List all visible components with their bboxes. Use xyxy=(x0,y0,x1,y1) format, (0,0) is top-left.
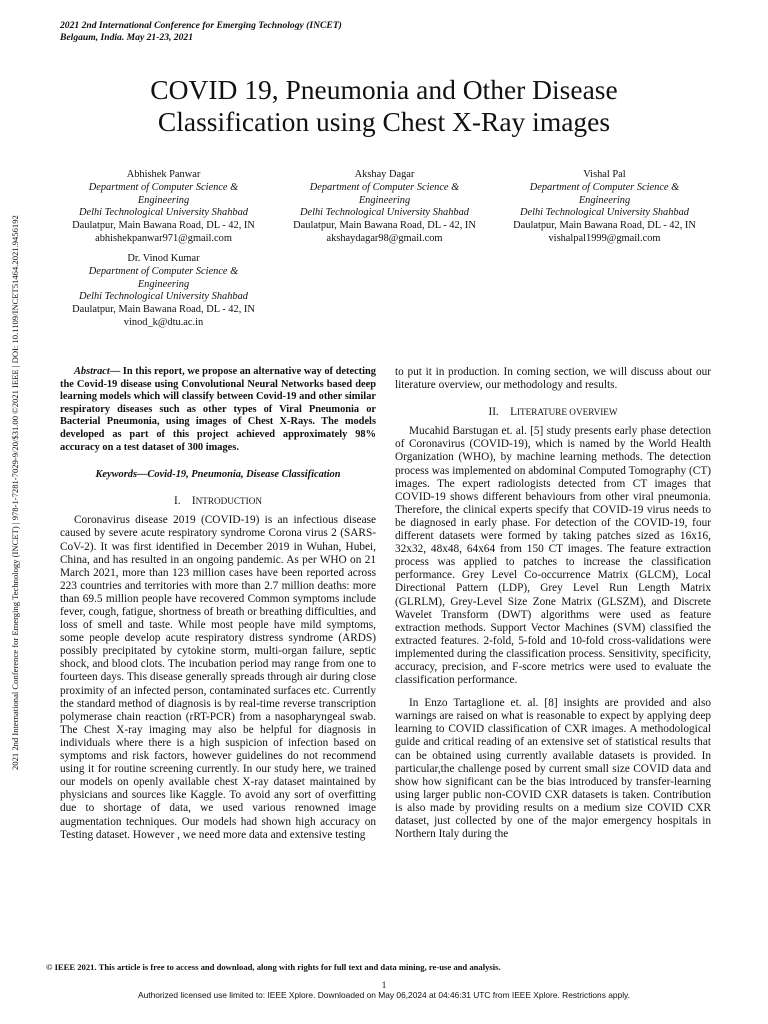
author-address: Daulatpur, Main Bawana Road, DL - 42, IN xyxy=(293,220,476,232)
author-address: Daulatpur, Main Bawana Road, DL - 42, IN xyxy=(72,304,255,316)
author-dept: Engineering xyxy=(137,194,190,206)
author-address: Daulatpur, Main Bawana Road, DL - 42, IN xyxy=(513,220,696,232)
introduction-body: Coronavirus disease 2019 (COVID-19) is an infectious disease caused by severe acute respiratory syndrome Corona virus 2 (SARS-CoV-2). It was first identified in December 2019 in Wuhan, Hubei, China, and has resulted in an ongoing pandemic. As per WHO on 21 March 2021, more than 123 million cases have been reported across 223 countries and territories with more than 2.7 million deaths: more than 69.5 million people have recovered Common symptoms include fever, cough, fatigue, shortness of breath or breathing difficulties, and loss of smell and taste. While most people have mild symptoms, some people develop acute respiratory distress syndrome (ARDS) possibly precipitated by cytokine storm, multi-organ failure, septic shock, and blood clots. The incubation period may range from one to fourteen days. This disease generally spreads through air during close proximity of an infected person, contaminated surfaces etc. Currently the standard method of diagnosis is by real-time reverse transcription polymerase chain reaction (rRT-PCR) from a nasopharyngeal swab. The Chest X-ray imaging may also be helpful for diagnosis in individuals where there is a high suspicion of infection based on symptoms and risk factors, however guidelines do not recommend using it for routine screening currently. In our study here, we trained our models on openly available chest X-ray dataset maintained by physicians and sources like Kaggle. To avoid any sort of overfitting due to shortage of data, we used various renowned image augmentation techniques. Our models had shown high accuracy on Testing dataset. However , we need more data and extensive testing xyxy=(60,514,376,841)
title-line-1: COVID 19, Pneumonia and Other Disease xyxy=(150,74,618,105)
author-block xyxy=(56,253,271,330)
abstract-label: Abstract xyxy=(74,366,110,377)
author-email: akshaydagar98@gmail.com xyxy=(326,232,443,244)
author-university: Delhi Technological University Shahbad xyxy=(78,207,249,219)
author-dept: Department of Computer Science & xyxy=(529,181,680,193)
doi-sidebar: 2021 2nd International Conference for Emerging Technology (INCET) | 978-1-7281-7029-9/20/$31.00 ©2021 IEEE | DOI: 10.1109/INCET51464.2021.9456192 xyxy=(10,215,20,770)
author-email: vishalpal1999@gmail.com xyxy=(548,232,661,244)
author-university: Delhi Technological University Shahbad xyxy=(78,291,249,303)
author-dept: Department of Computer Science & xyxy=(88,181,239,193)
right-column xyxy=(395,366,711,841)
title-line-2: Classification using Chest X-Ray images xyxy=(157,106,611,137)
author-name: Vishal Pal xyxy=(583,169,626,180)
author-block xyxy=(277,169,492,246)
section-heading-introduction xyxy=(60,495,376,508)
keywords: Keywords—Covid-19, Pneumonia, Disease Classification xyxy=(95,469,341,481)
author-dept: Engineering xyxy=(358,194,411,206)
section-title-rest: ITERATURE OVERVIEW xyxy=(517,407,618,418)
section-number: II. xyxy=(488,406,499,419)
author-dept: Department of Computer Science & xyxy=(309,181,460,193)
author-name: Abhishek Panwar xyxy=(126,169,201,180)
left-column xyxy=(60,366,376,842)
section-title-initial: L xyxy=(510,406,517,419)
author-block xyxy=(497,169,712,246)
conference-location-date: Belgaum, India. May 21-23, 2021 xyxy=(60,32,193,43)
author-address: Daulatpur, Main Bawana Road, DL - 42, IN xyxy=(72,220,255,232)
author-university: Delhi Technological University Shahbad xyxy=(299,207,470,219)
section-title-initial: I xyxy=(191,495,196,508)
conference-header xyxy=(60,20,342,44)
paper-title xyxy=(60,74,708,138)
literature-paragraph-2: In Enzo Tartaglione et. al. [8] insights are provided and also warnings are raised on what is reasonable to expect by applying deep learning to COVID classification of CXR images. A methodological guide and critical reading of an extensive set of statistical results that can be obtained using currently available datasets is provided. In particular,the challenge posed by current small size COVID data and show how significant can be the bias introduced by transfer-learning using larger public non-COVID CXR datasets is taken. Contribution is also made by providing results on a medium size COVID CXR dataset, just collected by one of the major emergency hospitals in Northern Italy during the xyxy=(395,697,711,841)
author-email: abhishekpanwar971@gmail.com xyxy=(95,232,232,244)
literature-paragraph-1: Mucahid Barstugan et. al. [5] study presents early phase detection of Coronavirus (COVID-19), which is named by the World Health Organization (WHO), by machine learning methods. The detection process was implemented on abdominal Computed Tomography (CT) images. The expert radiologists detected from CT images that COVID-19 shows different behaviours from other viral pneumonia. Therefore, the clinical experts specify that COVID-19 virus needs to be diagnosed in early phase. For detection of the COVID-19, four different datasets were formed by taking patches sized as 16x16, 32x32, 48x48, 64x64 from 150 CT images. The feature extraction process was applied to patches to increase the classification performance. Grey Level Co-occurrence Matrix (GLCM), Local Directional Pattern (LDP), Grey Level Run Length Matrix (GLRLM), Grey-Level Size Zone Matrix (GLSZM), and Discrete Wavelet Transform (DWT) algorithms were used as feature extraction methods. Support Vector Machines (SVM) classified the extracted features. 2-fold, 5-fold and 10-fold cross-validations were implemented during the classification process. Sensitivity, specificity, accuracy, precision, and F-score metrics were used to evaluate the classification performance. xyxy=(395,425,711,687)
author-university: Delhi Technological University Shahbad xyxy=(519,207,690,219)
section-heading-literature xyxy=(395,406,711,419)
author-dept: Engineering xyxy=(578,194,631,206)
section-title-rest: NTRODUCTION xyxy=(195,496,262,507)
introduction-continued: to put it in production. In coming section, we will discuss about our literature overview, our methodology and results. xyxy=(395,366,711,392)
abstract xyxy=(60,366,376,454)
page-number: 1 xyxy=(381,980,387,991)
authorized-use-notice: Authorized licensed use limited to: IEEE Xplore. Downloaded on May 06,2024 at 04:46:31 UTC from IEEE Xplore. Restrictions apply. xyxy=(138,990,630,1000)
section-number: I. xyxy=(173,495,181,508)
author-dept: Department of Computer Science & xyxy=(88,265,239,277)
author-dept: Engineering xyxy=(137,278,190,290)
author-name: Akshay Dagar xyxy=(354,169,415,180)
conference-name: 2021 2nd International Conference for Emerging Technology (INCET) xyxy=(60,20,342,31)
author-block xyxy=(56,169,271,246)
author-email: vinod_k@dtu.ac.in xyxy=(123,316,204,328)
author-name: Dr. Vinod Kumar xyxy=(127,253,200,264)
abstract-text: — In this report, we propose an alternative way of detecting the Covid-19 disease using Convolutional Neural Networks based deep learning models which will classify between Covid-19 and other similar respiratory diseases such as other types of Viral Pneumonia or Bacterial Pneumonia, using images of Chest X-Rays. The models developed as part of this project achieved approximately 98% accuracy on a test dataset of 300 images. xyxy=(60,366,376,453)
copyright-note: © IEEE 2021. This article is free to access and download, along with rights for full text and data mining, re-use and analysis. xyxy=(46,962,501,972)
